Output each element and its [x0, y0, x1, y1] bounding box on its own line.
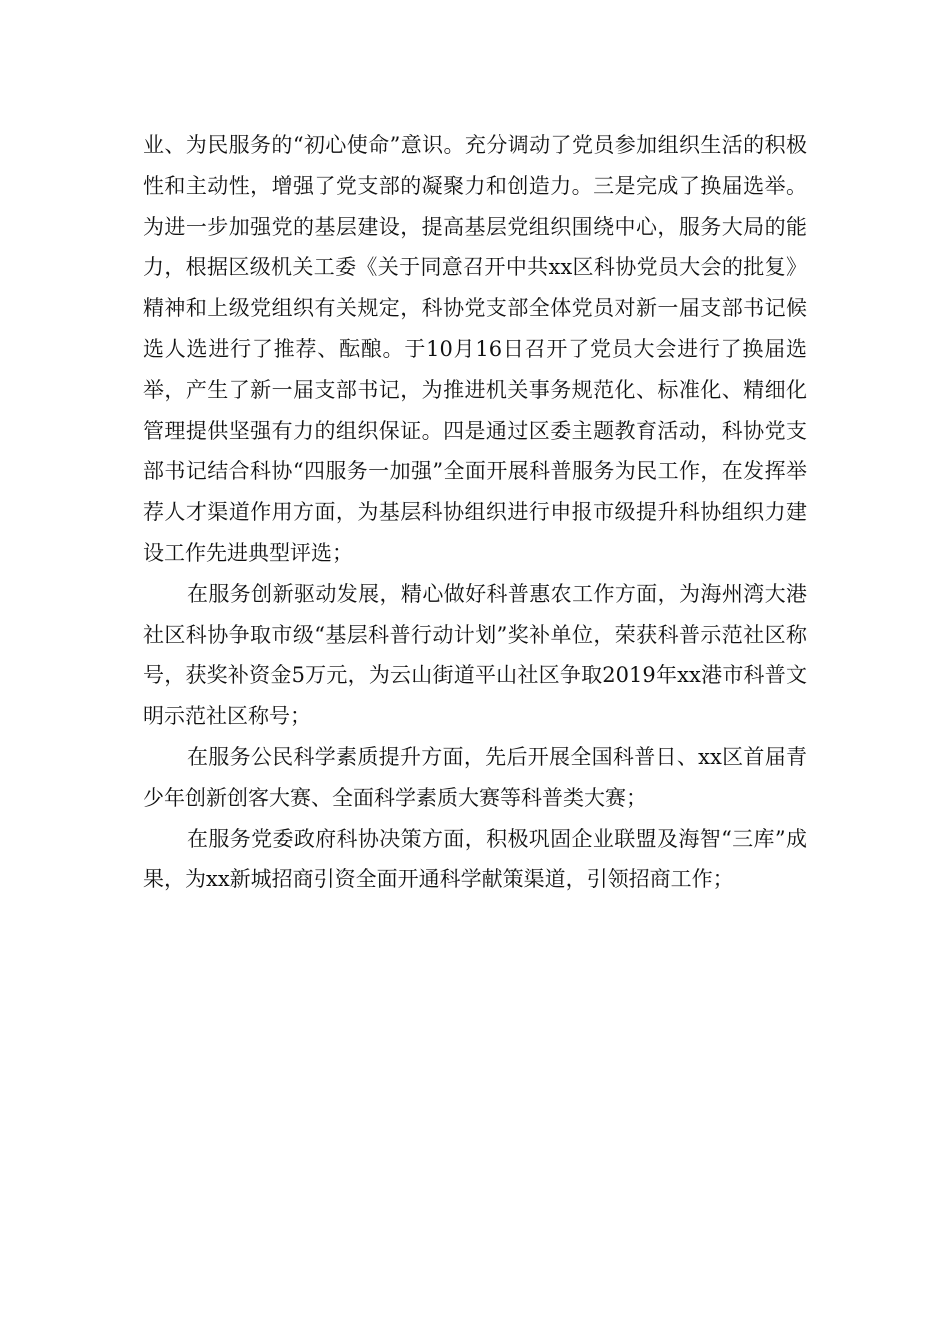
paragraph-science-popularization: 在服务创新驱动发展，精心做好科普惠农工作方面，为海州湾大港社区科协争取市级“基层科普行动计划”奖补单位，荣获科普示范社区称号，获奖补资金5万元，为云山街道平山社区争取2019年xx港市科普文明示范社区称号；: [143, 581, 807, 729]
paragraph-decision-service: 在服务党委政府科协决策方面，积极巩固企业联盟及海智“三库”成果，为xx新城招商引资全面开通科学献策渠道，引领招商工作；: [143, 826, 807, 892]
paragraph-science-literacy: 在服务公民科学素质提升方面，先后开展全国科普日、xx区首届青少年创新创客大赛、全面科学素质大赛等科普类大赛；: [143, 744, 807, 810]
document-body: [143, 125, 807, 900]
paragraph-continuation: 业、为民服务的“初心使命”意识。充分调动了党员参加组织生活的积极性和主动性，增强了党支部的凝聚力和创造力。三是完成了换届选举。为进一步加强党的基层建设，提高基层党组织围绕中心，服务大局的能力，根据区级机关工委《关于同意召开中共xx区科协党员大会的批复》精神和上级党组织有关规定，科协党支部全体党员对新一届支部书记候选人选进行了推荐、酝酿。于10月16日召开了党员大会进行了换届选举，产生了新一届支部书记，为推进机关事务规范化、标准化、精细化管理提供坚强有力的组织保证。四是通过区委主题教育活动，科协党支部书记结合科协“四服务一加强”全面开展科普服务为民工作，在发挥举荐人才渠道作用方面，为基层科协组织进行申报市级提升科协组织力建设工作先进典型评选；: [143, 133, 807, 565]
